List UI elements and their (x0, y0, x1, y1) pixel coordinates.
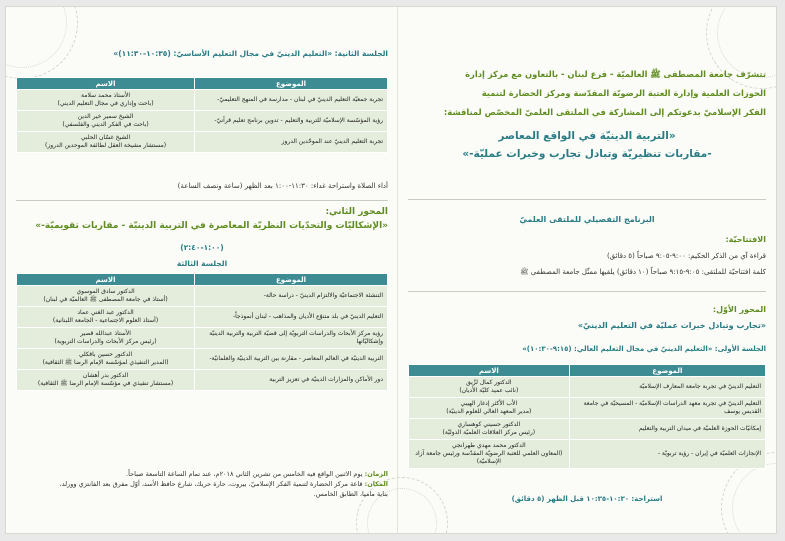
speaker-name: الدكتور سادق الموسوي (76, 288, 135, 295)
right-panel (408, 7, 766, 533)
session3-title: الجلسة الثالثة (176, 259, 228, 268)
speaker-role: (رئيس مركز العلاقات العلميّة الدوليّة) (442, 429, 536, 436)
session2-header-name: الاسم (17, 78, 195, 90)
session3-row-topic: التربية الدينيّة في العالم المعاصر - مقارنة بين التربية الدينيّة والعلمانيّة- (195, 349, 388, 370)
session3-row-name (17, 370, 195, 391)
table-row (409, 440, 766, 469)
intro-text (408, 65, 766, 122)
session1-header-name: الاسم (409, 365, 570, 377)
session3-row-topic: دور الأماكن والمزارات الدينيّة في تعزيز التربية (195, 370, 388, 391)
table-row (409, 419, 766, 440)
speaker-name: الدكتور محمد مهدي طهرانجي (452, 442, 526, 449)
session1-row-topic: التعليم الدينيّ في تجربة جامعة المعارف الإسلاميّة (569, 377, 765, 398)
speaker-role: (نائب عميد كليّة الأديان) (459, 387, 519, 394)
table-row (17, 132, 388, 153)
session3-row-name (17, 286, 195, 307)
divider (408, 199, 766, 200)
divider (408, 291, 766, 292)
session1-title: الجلسة الأولى: «التعليم الدينيّ في مجال التعليم العالي: (٩:١٥-١٠:٣٠)» (522, 345, 766, 353)
speaker-role: (المدير التنفيذي لمؤسّسة الإمام الرضا ﷺ الثقافية) (42, 359, 169, 366)
table-row (409, 377, 766, 398)
session3-header-name: الاسم (17, 274, 195, 286)
axis2-title: «الإشكاليّات والتحدّيات النظريّة المعاصرة في التربية الدينيّة - مقاربات تقويميّة-» (35, 221, 388, 231)
session2-table (16, 77, 388, 153)
session3-row-topic: التنشئة الاجتماعيّة والالتزام الدينيّ - دراسة حالة- (195, 286, 388, 307)
intro-line-3: الفكر الإسلاميّ بدعوتكم إلى المشاركة في الملتقى العلميّ المخصّص لمناقشة: (443, 107, 766, 117)
table-row (17, 370, 388, 391)
table-row (17, 90, 388, 111)
session3-row-name (17, 349, 195, 370)
axis1-label: المحور الأوّل: (712, 305, 766, 314)
session2-row-topic: تجربة التعليم الدينيّ عند الموحّدين الدروز (195, 132, 388, 153)
speaker-name: الدكتور بدر أهشان (82, 372, 129, 379)
break-1: استراحة: ١٠:٣٠-١٠:٣٥ قبل الظهر (٥ دقائق) (511, 495, 663, 503)
event-time-label: الزمان: (364, 470, 388, 478)
opening-label: الافتتاحيّة: (725, 235, 766, 244)
session2-row-name (17, 132, 195, 153)
program-heading: البرنامج التفصيلي للملتقى العلميّ (519, 215, 655, 224)
intro-line-2: الحوزات العلمية وإدارة العتبة الرضويّة المقدّسة ومركز الحضارة لتنمية (481, 88, 766, 98)
session3-header-topic: الموضوع (195, 274, 388, 286)
session1-row-topic: إمكانيّات الحوزة العلميّة في ميدان التربية والتعليم (569, 419, 765, 440)
axis2-label: المحور الثاني: (325, 207, 388, 217)
session2-row-topic: تجربة جمعيّة التعليم الدينيّ في لبنان - مدارسة في المنهج التعليميّ- (195, 90, 388, 111)
session3-row-name (17, 328, 195, 349)
session1-table (408, 364, 766, 469)
session3-row-topic: رؤية مركز الأبحاث والدراسات التربويّة إلى قضيّة التربية والتربية الدينيّة وإشكاليّاتها (195, 328, 388, 349)
speaker-role: (مستشار مشيخة العقل لطائفة الموحدين الدروز) (44, 142, 167, 149)
session2-table-wrap (16, 77, 388, 153)
event-time (16, 469, 388, 479)
session2-header-topic: الموضوع (195, 78, 388, 90)
session3-table (16, 273, 388, 391)
speaker-name: الشيخ سمير خير الدين (77, 113, 134, 120)
speaker-role: (رئيس مركز الأبحاث والدراسات التربوية) (54, 338, 157, 345)
speaker-name: الشيخ غسّان الحلبي (80, 134, 131, 141)
session1-header-topic: الموضوع (569, 365, 765, 377)
speaker-role: (أستاذ في جامعة المصطفى ﷺ العالميّة في لبنان) (43, 296, 168, 303)
event-place-text-2: بناية ماميا، الطابق الخامس. (313, 490, 388, 498)
intro-line-1: تتشرّف جامعة المصطفى ﷺ العالميّة - فرع لبنان - بالتعاون مع مركز إدارة (465, 69, 766, 79)
left-panel (16, 7, 388, 533)
session3-table-wrap (16, 273, 388, 391)
prayer-break: أداء الصلاة واستراحة غداء: ١١:٣٠-١:٠٠ بعد الظهر (ساعة ونصف الساعة) (177, 182, 388, 190)
speaker-role: (باحث وإداري في مجال التعليم الديني) (57, 100, 154, 107)
event-place (16, 479, 388, 489)
event-place-text: قاعة مركز الحضارة لتنمية الفكر الإسلاميّ، بيروت، حارة حريك، شارع حافظ الأسد، أوّل مفرق بعد الفانتزي وورلد، (59, 480, 363, 488)
session1-row-topic: الإنجازات العلميّة في إيران - رؤية تربويّة - (569, 440, 765, 469)
event-details (16, 469, 388, 499)
conference-title-line-1: «التربية الدينيّة في الواقع المعاصر (498, 130, 676, 142)
session1-row-name (409, 398, 570, 419)
event-place-label: المكان: (364, 480, 388, 488)
session1-row-name (409, 419, 570, 440)
opening-item-1: قراءة آي من الذكر الحكيم: ٩:٠٠-٩:٠٥ صباحاً (٥ دقائق) (606, 252, 766, 260)
speaker-name: الدكتور حسين باقكلي (78, 351, 133, 358)
table-row (17, 111, 388, 132)
speaker-role: (المعاون العلمي للعتبة الرضويّة المقدّسة ورئيس جامعة آزاد الإسلاميّة) (415, 450, 563, 465)
session2-row-name (17, 111, 195, 132)
session3-row-name (17, 307, 195, 328)
speaker-name: الأستاذ محمد سلامة (81, 92, 131, 99)
speaker-name: الدكتور عبد الغني عماد (77, 309, 134, 316)
table-row (17, 349, 388, 370)
speaker-name: الأستاذ عبدالله قصير (80, 330, 131, 337)
table-row (409, 398, 766, 419)
axis2-time: (١:٠٠-٢:٤٠) (180, 243, 224, 252)
session1-row-name (409, 377, 570, 398)
speaker-role: (أستاذ العلوم الاجتماعية - الجامعة اللبنانية) (52, 317, 159, 324)
brochure-sheet (5, 6, 777, 534)
speaker-name: الدكتور كمال لزّيق (466, 379, 512, 386)
session3-row-topic: التعليم الدينيّ في بلد متنوّع الأديان والمذاهب - لبنان أنموذجاً- (195, 307, 388, 328)
table-row (17, 307, 388, 328)
speaker-name: الدكتور حسيني كوهساري (457, 421, 521, 428)
fold-line (397, 7, 398, 533)
session1-row-topic: التعليم الدينيّ في تجربة معهد الدراسات الإسلاميّة - المسيحيّة في جامعة القديس يوسف (569, 398, 765, 419)
session2-title: الجلسة الثانية: «التعليم الدينيّ في مجال التعليم الأساسيّ: (١٠:٣٥-١١:٣٠)» (113, 49, 388, 58)
table-row (17, 286, 388, 307)
table-row (17, 328, 388, 349)
speaker-role: (مدير المعهد العالي للعلوم الدينيّة) (446, 408, 532, 415)
speaker-role: (مستشار تنفيذي في مؤسّسة الإمام الرضا ﷺ الثقافية) (37, 380, 174, 387)
conference-title (408, 127, 766, 163)
speaker-name: الأب الأكثر إدغار الهيبي (460, 400, 518, 407)
session1-table-wrap (408, 364, 766, 469)
event-time-text: يوم الاثنين الواقع فيه الخامس من تشرين الثاني ٢٠١٨م، عند تمام الساعة التاسعة صباحاً. (126, 470, 363, 478)
speaker-role: (باحث في الفكر الديني والفلسفي) (62, 121, 149, 128)
opening-item-2: كلمة افتتاحيّة للملتقى: ٩:٠٥-٩:١٥ صباحاً (١٠ دقائق) يلقيها ممثّل جامعة المصطفى ﷺ (520, 268, 766, 276)
session1-row-name (409, 440, 570, 469)
divider (16, 200, 388, 201)
conference-title-line-2: -مقاربات تنظيريّة وتبادل تجارب وخبرات عمليّة-» (462, 148, 712, 160)
session2-row-name (17, 90, 195, 111)
axis1-title: «تجارب وتبادل خبرات عمليّة في التعليم الدينيّ» (577, 321, 766, 330)
session2-row-topic: رؤية المؤسّسة الإسلاميّة للتربية والتعليم - تدوين برنامج تعليم قرآنيّ- (195, 111, 388, 132)
